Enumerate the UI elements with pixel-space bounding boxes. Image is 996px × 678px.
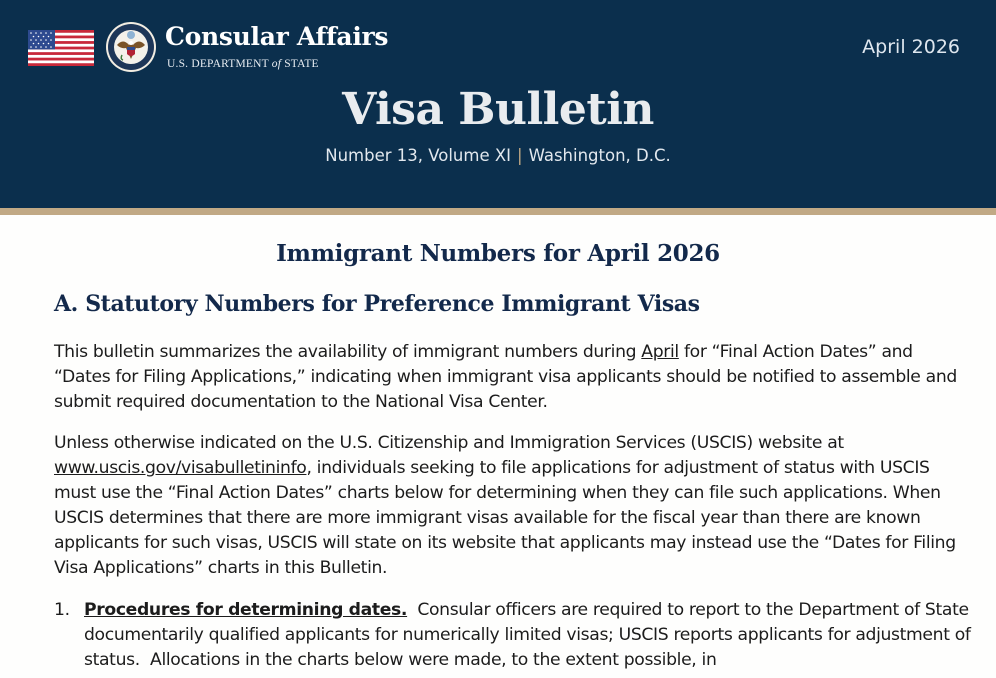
intro-paragraph: [54, 340, 974, 415]
us-flag-icon: [28, 30, 94, 66]
uscis-paragraph: [54, 431, 974, 581]
brand-subtitle-of: of: [271, 58, 282, 70]
brand-title: Consular Affairs: [165, 22, 389, 51]
intro-text-before: This bulletin summarizes the availability of immigrant numbers during: [54, 342, 642, 362]
bulletin-header: [0, 0, 996, 208]
brand-subtitle: [167, 58, 319, 70]
document-title: Visa Bulletin: [342, 84, 654, 135]
uscis-visabulletininfo-link[interactable]: www.uscis.gov/visabulletininfo: [54, 458, 307, 478]
document-subtitle: [0, 146, 996, 165]
uscis-text-after: , individuals seeking to file applications for adjustment of status with USCIS must use the “Final Action Dates” charts below for determining when they can file such applications. When USCIS determines that there are more immigrant visas available for the fiscal year than there are known applicants for such visas, USCIS will state on its website that applicants may instead use the “Dates for Filing Visa Applications” charts in this Bulletin.: [54, 458, 956, 578]
location: Washington, D.C.: [528, 146, 671, 165]
issue-date: April 2026: [862, 36, 960, 58]
list-item-text: Consular officers are required to report to the Department of State documentarily qualified applicants for numerically limited visas; USCIS reports applicants for adjustment of status. Allocations in the charts below were made, to the extent possible, in: [84, 600, 976, 670]
brand-subtitle-pre: U.S. DEPARTMENT: [167, 58, 272, 70]
number-volume: Number 13, Volume XI: [325, 146, 512, 165]
header-divider: [0, 208, 996, 215]
list-number: 1.: [54, 600, 70, 620]
brand-subtitle-post: STATE: [281, 58, 319, 70]
uscis-text-before: Unless otherwise indicated on the U.S. Citizenship and Immigration Services (USCIS) website at: [54, 433, 844, 453]
department-of-state-seal-icon: [105, 21, 157, 73]
section-heading: A. Statutory Numbers for Preference Immigrant Visas: [54, 291, 700, 317]
subtitle-separator: |: [517, 146, 523, 165]
list-body: [84, 598, 974, 673]
intro-text-after: for “Final Action Dates” and “Dates for Filing Applications,” indicating when immigrant visa applicants should be notified to assemble and submit required documentation to the National Visa Center.: [54, 342, 957, 412]
main-heading: Immigrant Numbers for April 2026: [276, 240, 720, 267]
april-link[interactable]: April: [641, 342, 679, 362]
list-item-title: Procedures for determining dates.: [84, 600, 408, 620]
